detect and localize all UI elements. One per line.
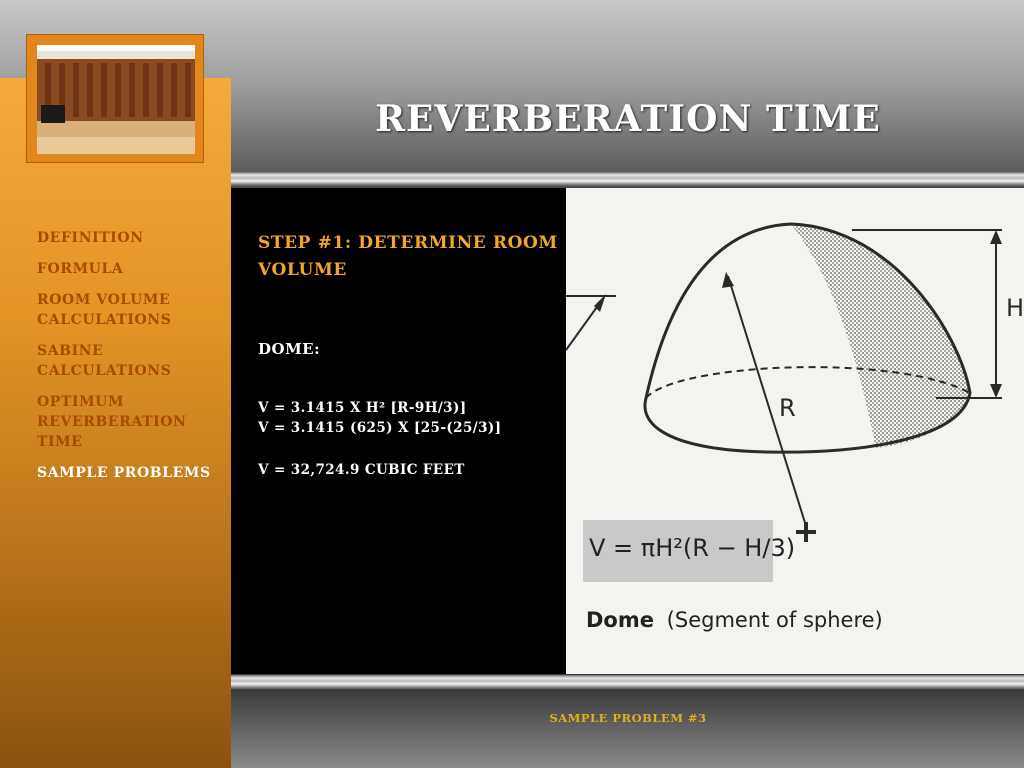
nav-item-optimum-reverberation-time[interactable]: OPTIMUM REVERBERATION TIME — [37, 394, 187, 450]
slide-title: REVERBERATION TIME — [375, 98, 881, 140]
dome-drawing — [566, 188, 1024, 674]
nav-item-definition[interactable]: DEFINITION — [37, 230, 144, 246]
caption-bold: Dome — [586, 608, 654, 632]
volume-formula-box — [583, 520, 796, 582]
slide-footer: SAMPLE PROBLEM #3 — [549, 711, 707, 725]
equation-line-2: V = 3.1415 (625) X [25-(25/3)] — [258, 420, 502, 436]
photo-frame — [26, 34, 204, 163]
volume-result: V = 32,724.9 CUBIC FEET — [258, 462, 465, 478]
label-r: R — [779, 394, 796, 422]
side-nav — [37, 228, 227, 494]
nav-item-sabine-calculations[interactable]: SABINE CALCULATIONS — [37, 343, 172, 379]
diagram-caption — [586, 608, 883, 632]
dome-diagram — [566, 188, 1024, 674]
nav-item-room-volume-calculations[interactable]: ROOM VOLUME CALCULATIONS — [37, 292, 172, 328]
bottom-divider-rail — [231, 675, 1024, 689]
step-heading: STEP #1: DETERMINE ROOM VOLUME — [258, 233, 558, 280]
caption-rest: (Segment of sphere) — [666, 608, 883, 632]
nav-item-sample-problems[interactable]: SAMPLE PROBLEMS — [37, 465, 211, 481]
label-h: H — [1006, 294, 1024, 322]
concert-hall-photo — [37, 45, 195, 154]
shape-label: DOME: — [258, 340, 321, 358]
content-panel — [231, 188, 566, 674]
nav-item-formula[interactable]: FORMULA — [37, 261, 124, 277]
volume-formula: V = πH²(R − H/3) — [589, 534, 796, 562]
equation-line-1: V = 3.1415 X H² [R-9H/3)] — [258, 400, 467, 416]
top-divider-rail — [231, 172, 1024, 186]
